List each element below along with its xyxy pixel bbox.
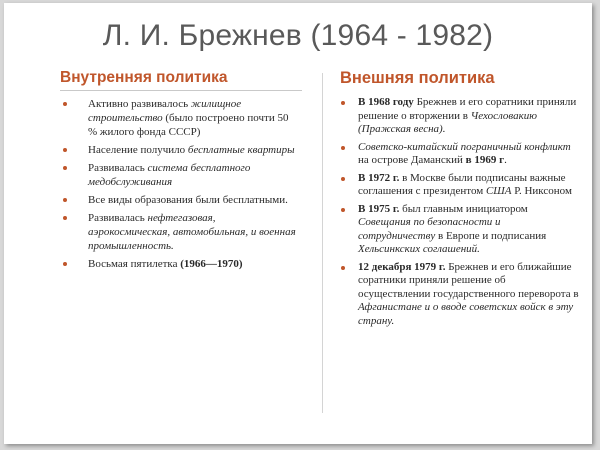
list-item-text: система бесплатного медобслуживания — [88, 162, 251, 188]
bullet-icon — [341, 266, 345, 270]
list-item — [60, 143, 300, 157]
list-item-text: В 1972 г. — [358, 171, 400, 184]
bullet-icon — [341, 146, 345, 150]
list-item — [340, 172, 580, 199]
list-item-text: Восьмая пятилетка — [88, 258, 181, 270]
list-item-text: (1966—1970) — [180, 258, 243, 270]
list-item — [60, 211, 300, 253]
list-item — [340, 203, 580, 257]
bullet-icon — [63, 262, 67, 266]
list-item-text: В 1968 году — [358, 96, 414, 108]
list-item-text: в 1969 г — [465, 154, 505, 166]
heading-underline — [60, 90, 302, 91]
bullet-icon — [341, 177, 345, 181]
list-item — [60, 257, 300, 271]
list-item-text: Развивалась — [88, 162, 148, 174]
slide-title: Л. И. Брежнев (1964 - 1982) — [102, 19, 494, 52]
list-item-text: Чехословакию (Пражская весна). — [358, 109, 538, 135]
internal-policy-heading: Внутренняя политика — [60, 69, 228, 86]
list-item-text: США — [485, 185, 512, 197]
list-item-text: был главным инициатором — [399, 202, 528, 215]
bullet-icon — [341, 208, 345, 212]
bullet-icon — [63, 216, 67, 220]
list-item — [340, 96, 580, 137]
slide — [4, 3, 592, 444]
list-item-text: Совещания по безопасности и сотрудничеству — [358, 216, 501, 242]
list-item-text: бесплатные квартиры — [187, 144, 295, 156]
list-item — [60, 161, 300, 189]
list-item-text: в Москве были подписаны важные соглашения с президентом — [358, 171, 566, 197]
internal-policy-column — [60, 69, 300, 275]
list-item-text: . — [504, 154, 507, 166]
list-item-text: Советско-китайский пограничный конфликт — [358, 140, 571, 153]
bullet-icon — [63, 198, 67, 202]
list-item — [60, 97, 300, 139]
list-item-text: жилищное строительство — [88, 98, 242, 124]
list-item-text: Развивалась — [88, 212, 148, 224]
list-item-text: Брежнев и его соратники приняли решение о вторжении в — [358, 96, 577, 122]
list-item-text: Р. Никсоном — [511, 185, 572, 197]
bullet-icon — [63, 166, 67, 170]
column-divider — [322, 73, 323, 413]
external-policy-heading: Внешняя политика — [340, 69, 495, 87]
list-item-text: 12 декабря 1979 г. — [358, 260, 446, 273]
external-policy-column — [340, 69, 580, 332]
list-item-text: Все виды образования были бесплатными. — [88, 194, 288, 206]
list-item-text: Афганистане и о вводе советских войск в эту страну. — [358, 301, 574, 327]
list-item-text: В 1975 г. — [358, 202, 400, 215]
list-item-text: Активно развивалось — [88, 98, 191, 110]
external-policy-list — [340, 96, 580, 328]
list-item — [340, 141, 580, 168]
internal-policy-list — [60, 97, 300, 271]
list-item-text: нефтегазовая, аэрокосмическая, автомобильная, и военная промышленность. — [88, 212, 296, 252]
list-item-text: (было построено почти 50 % жилого фонда СССР) — [88, 112, 289, 138]
list-item-text: на острове Даманский — [358, 154, 466, 166]
bullet-icon — [341, 101, 345, 105]
bullet-icon — [63, 148, 67, 152]
list-item — [340, 261, 580, 329]
bullet-icon — [63, 102, 67, 106]
list-item-text: в Европе и подписания — [435, 229, 547, 242]
list-item-text: Хельсинкских соглашений. — [358, 243, 480, 255]
list-item-text: Брежнев и его ближайшие соратники приняли решение об осуществлении государственного переворота в — [358, 260, 579, 300]
list-item — [60, 193, 300, 207]
list-item-text: Население получило — [88, 144, 188, 156]
